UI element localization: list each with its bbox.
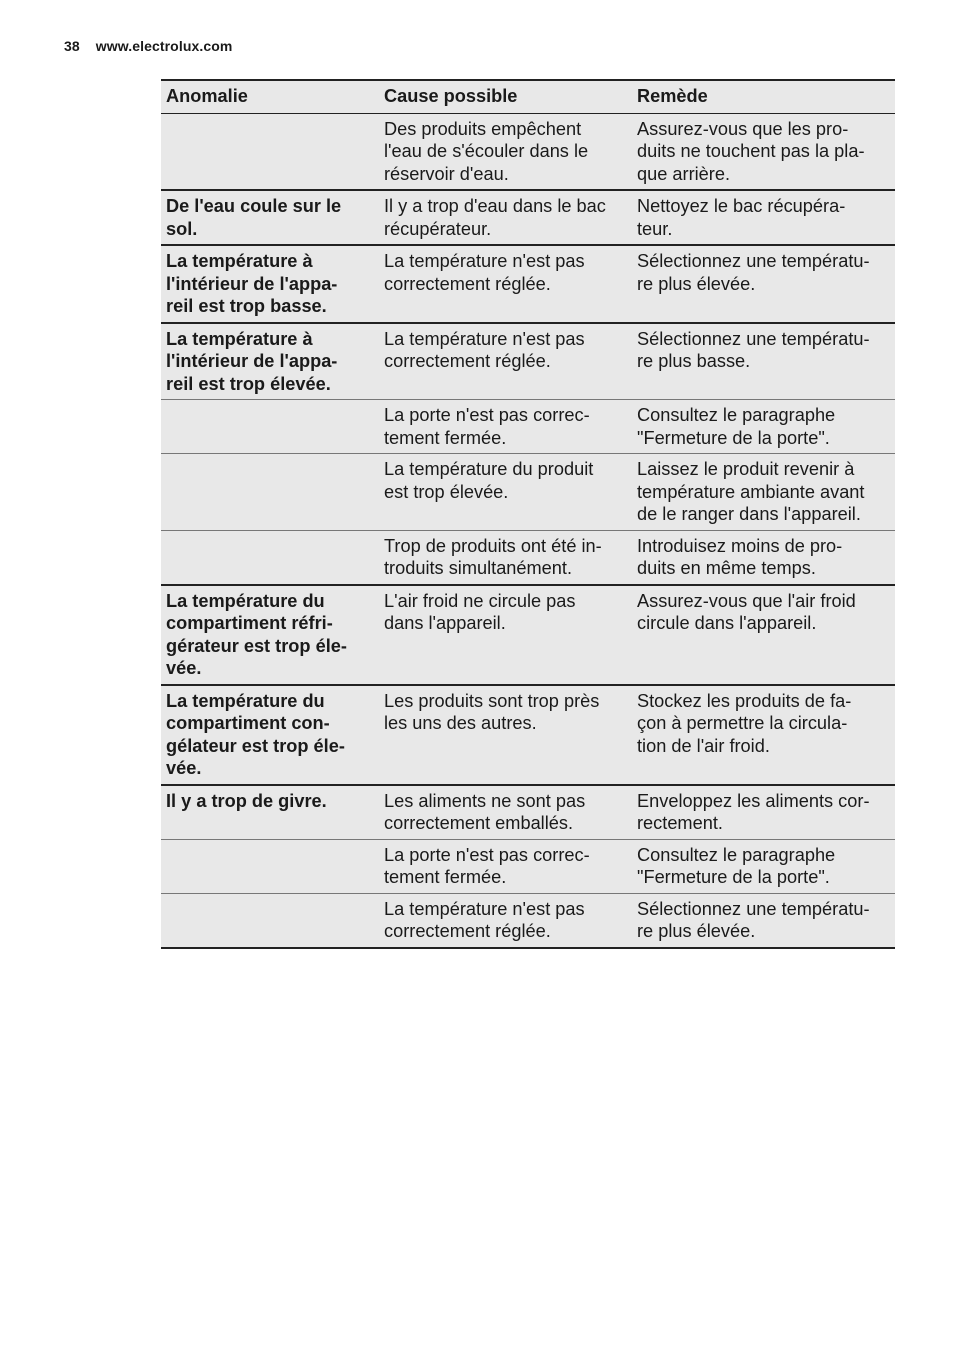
remede-cell (632, 190, 895, 245)
cell-text-line: vée. (166, 658, 202, 678)
cell-text-line: compartiment con- (166, 713, 330, 733)
cell-text-line: Trop de produits ont été in- (384, 535, 602, 556)
cell-text-line: Laissez le produit revenir à (637, 459, 855, 479)
cell-text-line: l'intérieur de l'appa- (166, 273, 338, 294)
anomalie-cell (161, 245, 379, 323)
anomalie-cell (161, 400, 379, 454)
cell-text-line: La température n'est pas (384, 251, 585, 271)
cell-text-line: température ambiante avant (637, 481, 865, 502)
anomalie-cell (161, 585, 379, 685)
table-row (161, 685, 895, 785)
cell-text-line: teur. (637, 218, 673, 239)
cell-text-line: La température n'est pas (384, 898, 585, 919)
cause-cell (379, 685, 632, 785)
cell-text-line: duits en même temps. (637, 558, 816, 578)
remede-cell (632, 113, 895, 190)
cell-text-line: compartiment réfri- (166, 613, 333, 633)
cell-text-line: Sélectionnez une températu- (637, 251, 870, 271)
cell-text-line: La porte n'est pas correc- (384, 844, 590, 865)
remede-cell (632, 585, 895, 685)
cell-text-line: correctement réglée. (384, 921, 551, 941)
remede-cell (632, 400, 895, 454)
table-row (161, 190, 895, 245)
cell-text-line: Introduisez moins de pro- (637, 535, 843, 556)
cell-text-line: troduits simultanément. (384, 558, 573, 578)
cell-text-line: reil est trop élevée. (166, 373, 331, 394)
table-row (161, 585, 895, 685)
anomalie-cell (161, 190, 379, 245)
cell-text-line: circule dans l'appareil. (637, 613, 817, 633)
cell-text-line: tement fermée. (384, 867, 507, 887)
cell-text-line: Sélectionnez une températu- (637, 898, 870, 919)
cell-text-line: de le ranger dans l'appareil. (637, 504, 861, 524)
cell-text-line: re plus élevée. (637, 273, 756, 294)
table-row (161, 893, 895, 948)
cell-text-line: Consultez le paragraphe (637, 405, 836, 425)
remede-cell (632, 245, 895, 323)
cell-text-line: Assurez-vous que l'air froid (637, 590, 856, 611)
cell-text-line: "Fermeture de la porte". (637, 867, 830, 887)
cell-text-line: Il y a trop de givre. (166, 790, 327, 811)
anomalie-cell (161, 323, 379, 400)
cell-text-line: La température à (166, 251, 313, 271)
troubleshooting-table (161, 79, 895, 949)
cell-text-line: "Fermeture de la porte". (637, 427, 830, 448)
cause-cell (379, 785, 632, 840)
remede-cell (632, 454, 895, 531)
table-row (161, 400, 895, 454)
cell-text-line: re plus élevée. (637, 921, 756, 941)
cell-text-line: Nettoyez le bac récupéra- (637, 196, 846, 216)
cell-text-line: vée. (166, 758, 202, 778)
anomalie-cell (161, 530, 379, 585)
cell-text-line: Il y a trop d'eau dans le bac (384, 196, 606, 216)
cause-cell (379, 585, 632, 685)
table-row (161, 530, 895, 585)
table-row (161, 323, 895, 400)
cell-text-line: Les aliments ne sont pas (384, 790, 586, 811)
column-header-anomalie: Anomalie (166, 86, 248, 106)
cell-text-line: Consultez le paragraphe (637, 844, 836, 865)
cause-cell (379, 113, 632, 190)
cause-cell (379, 245, 632, 323)
anomalie-cell (161, 685, 379, 785)
cell-text-line: duits ne touchent pas la pla- (637, 141, 865, 161)
anomalie-cell (161, 454, 379, 531)
cell-text-line: correctement réglée. (384, 273, 551, 294)
cell-text-line: gérateur est trop éle- (166, 635, 347, 656)
cell-text-line: La température n'est pas (384, 328, 585, 349)
cause-cell (379, 400, 632, 454)
table-row (161, 454, 895, 531)
column-header-remede: Remède (637, 86, 708, 106)
remede-cell (632, 785, 895, 840)
cause-cell (379, 893, 632, 948)
cell-text-line: Les produits sont trop près (384, 690, 600, 711)
cause-cell (379, 530, 632, 585)
table-body (161, 113, 895, 948)
remede-cell (632, 530, 895, 585)
troubleshooting-table-container (161, 79, 895, 949)
cell-text-line: La température à (166, 328, 313, 349)
cause-cell (379, 190, 632, 245)
cell-text-line: La porte n'est pas correc- (384, 405, 590, 425)
cell-text-line: reil est trop basse. (166, 296, 327, 316)
cell-text-line: La température du (166, 690, 325, 711)
remede-cell (632, 893, 895, 948)
remede-cell (632, 839, 895, 893)
cell-text-line: rectement. (637, 813, 723, 833)
cell-text-line: gélateur est trop éle- (166, 735, 345, 756)
cell-text-line: est trop élevée. (384, 481, 509, 502)
table-row (161, 245, 895, 323)
table-row (161, 839, 895, 893)
anomalie-cell (161, 893, 379, 948)
cell-text-line: tion de l'air froid. (637, 735, 770, 756)
cell-text-line: les uns des autres. (384, 713, 537, 733)
column-header-cause: Cause possible (384, 86, 518, 106)
cell-text-line: sol. (166, 218, 198, 239)
cell-text-line: récupérateur. (384, 218, 492, 239)
remede-cell (632, 685, 895, 785)
cell-text-line: dans l'appareil. (384, 613, 506, 633)
table-row (161, 113, 895, 190)
anomalie-cell (161, 785, 379, 840)
cause-cell (379, 454, 632, 531)
remede-cell (632, 323, 895, 400)
cell-text-line: que arrière. (637, 163, 731, 184)
cell-text-line: De l'eau coule sur le (166, 196, 342, 216)
cell-text-line: correctement emballés. (384, 813, 574, 833)
cell-text-line: L'air froid ne circule pas (384, 590, 576, 611)
cause-cell (379, 839, 632, 893)
cell-text-line: correctement réglée. (384, 351, 551, 371)
cell-text-line: réservoir d'eau. (384, 163, 509, 184)
anomalie-cell (161, 113, 379, 190)
cell-text-line: Sélectionnez une températu- (637, 328, 870, 349)
cell-text-line: Des produits empêchent (384, 118, 582, 139)
page-header (64, 38, 232, 54)
cell-text-line: Stockez les produits de fa- (637, 690, 852, 711)
cell-text-line: re plus basse. (637, 351, 751, 371)
cell-text-line: La température du (166, 590, 325, 611)
table-header-row (161, 80, 895, 113)
cell-text-line: l'eau de s'écouler dans le (384, 141, 589, 161)
anomalie-cell (161, 839, 379, 893)
cell-text-line: La température du produit (384, 459, 594, 479)
cell-text-line: tement fermée. (384, 427, 507, 448)
cause-cell (379, 323, 632, 400)
cell-text-line: Assurez-vous que les pro- (637, 118, 849, 139)
cell-text-line: çon à permettre la circula- (637, 713, 848, 733)
cell-text-line: l'intérieur de l'appa- (166, 351, 338, 371)
website-url: www.electrolux.com (95, 38, 233, 54)
cell-text-line: Enveloppez les aliments cor- (637, 790, 870, 811)
page-number: 38 (64, 38, 80, 54)
table-row (161, 785, 895, 840)
